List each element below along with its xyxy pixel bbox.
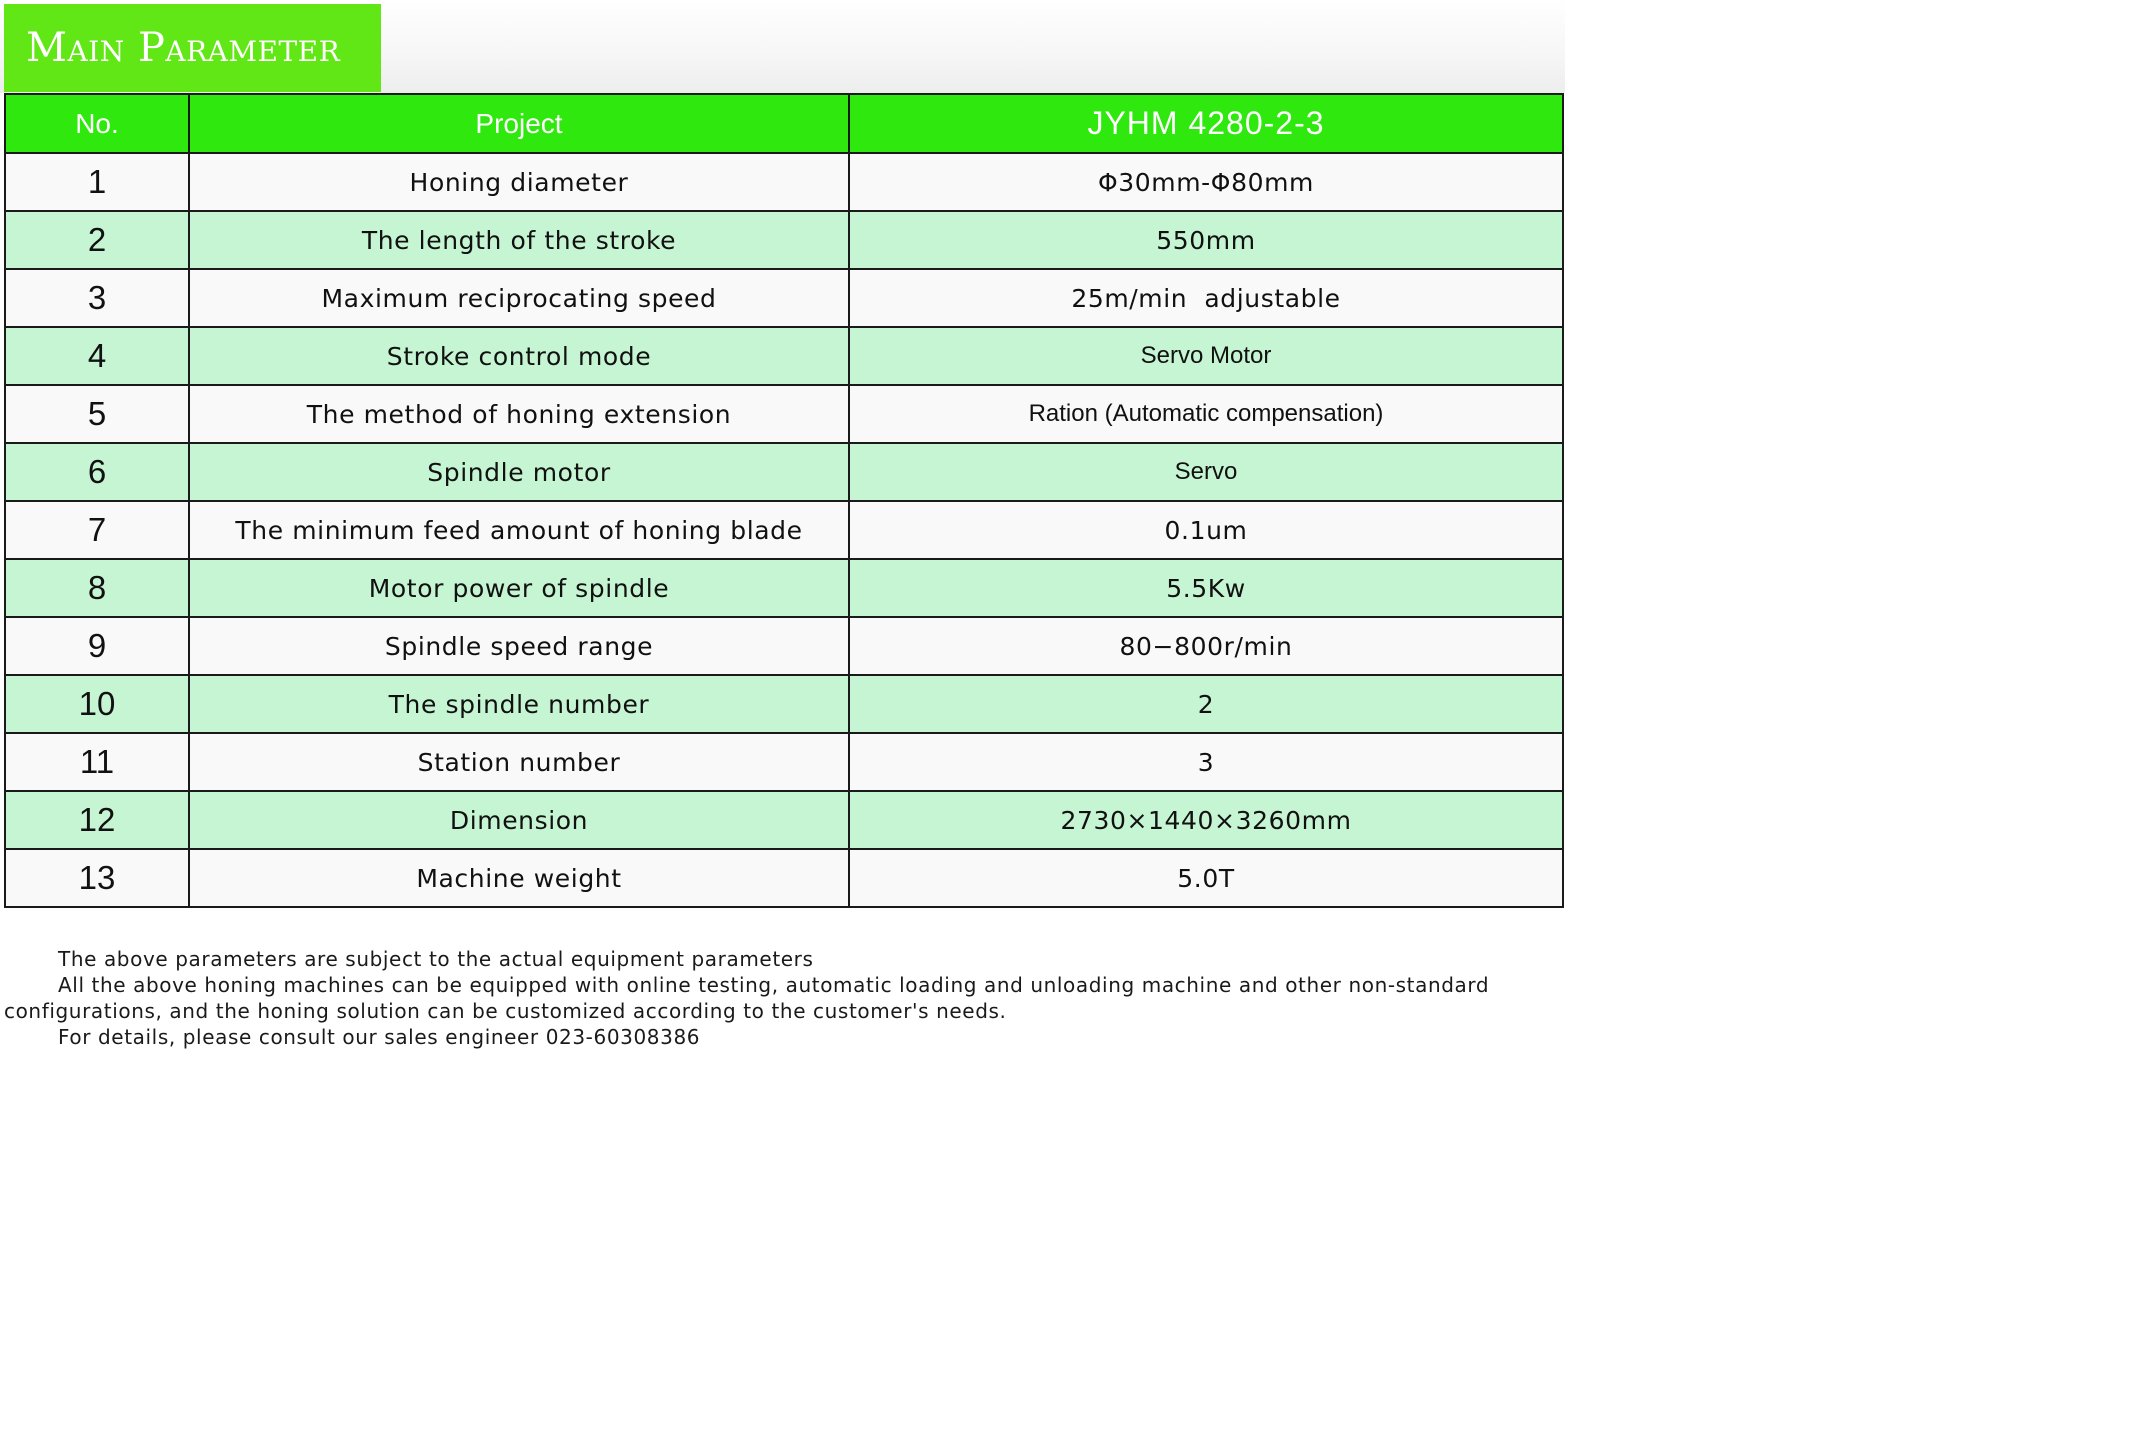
project-cell: The minimum feed amount of honing blade — [189, 501, 849, 559]
project-cell: Station number — [189, 733, 849, 791]
value-cell: 550mm — [849, 211, 1563, 269]
project-cell: The length of the stroke — [189, 211, 849, 269]
row-number: 13 — [5, 849, 189, 907]
value-cell: 3 — [849, 733, 1563, 791]
project-cell: Stroke control mode — [189, 327, 849, 385]
row-number: 8 — [5, 559, 189, 617]
table-row — [5, 675, 1563, 733]
project-cell: Spindle motor — [189, 443, 849, 501]
project-cell: Honing diameter — [189, 153, 849, 211]
project-cell: Spindle speed range — [189, 617, 849, 675]
row-number: 9 — [5, 617, 189, 675]
row-number: 11 — [5, 733, 189, 791]
row-number: 4 — [5, 327, 189, 385]
table-row — [5, 733, 1563, 791]
project-cell: The spindle number — [189, 675, 849, 733]
table-row — [5, 327, 1563, 385]
project-cell: Dimension — [189, 791, 849, 849]
table-row — [5, 385, 1563, 443]
value-cell: Servo — [849, 443, 1563, 501]
table-row — [5, 617, 1563, 675]
table-row — [5, 849, 1563, 907]
table-row — [5, 269, 1563, 327]
table-row — [5, 211, 1563, 269]
row-number: 5 — [5, 385, 189, 443]
note-line: configurations, and the honing solution can be customized according to the customer's needs. — [4, 999, 1007, 1023]
value-cell: 25m/min adjustable — [849, 269, 1563, 327]
project-cell: Machine weight — [189, 849, 849, 907]
column-header-model: JYHM 4280-2-3 — [849, 94, 1563, 153]
row-number: 6 — [5, 443, 189, 501]
row-number: 2 — [5, 211, 189, 269]
value-cell: Ration (Automatic compensation) — [849, 385, 1563, 443]
row-number: 10 — [5, 675, 189, 733]
note-line: All the above honing machines can be equipped with online testing, automatic loading and unloading machine and other non-standard — [58, 973, 1490, 997]
value-cell: 80−800r/min — [849, 617, 1563, 675]
table-row — [5, 501, 1563, 559]
value-cell: Φ30mm-Φ80mm — [849, 153, 1563, 211]
value-cell: 2 — [849, 675, 1563, 733]
project-cell: The method of honing extension — [189, 385, 849, 443]
project-cell: Motor power of spindle — [189, 559, 849, 617]
table-row — [5, 153, 1563, 211]
page-title: Main Parameter — [26, 25, 341, 71]
note-line: For details, please consult our sales engineer 023-60308386 — [58, 1025, 701, 1049]
project-cell: Maximum reciprocating speed — [189, 269, 849, 327]
column-header-no: No. — [5, 94, 189, 153]
table-header-row — [5, 94, 1563, 153]
value-cell: 5.0T — [849, 849, 1563, 907]
value-cell: 2730×1440×3260mm — [849, 791, 1563, 849]
row-number: 12 — [5, 791, 189, 849]
row-number: 3 — [5, 269, 189, 327]
value-cell: 0.1um — [849, 501, 1563, 559]
row-number: 1 — [5, 153, 189, 211]
parameter-table — [4, 93, 1564, 908]
title-banner — [4, 4, 381, 92]
note-line: The above parameters are subject to the actual equipment parameters — [58, 947, 814, 971]
table-row — [5, 791, 1563, 849]
value-cell: 5.5Kw — [849, 559, 1563, 617]
table-row — [5, 559, 1563, 617]
column-header-project: Project — [189, 94, 849, 153]
row-number: 7 — [5, 501, 189, 559]
footnotes — [4, 946, 1560, 1050]
table-row — [5, 443, 1563, 501]
value-cell: Servo Motor — [849, 327, 1563, 385]
